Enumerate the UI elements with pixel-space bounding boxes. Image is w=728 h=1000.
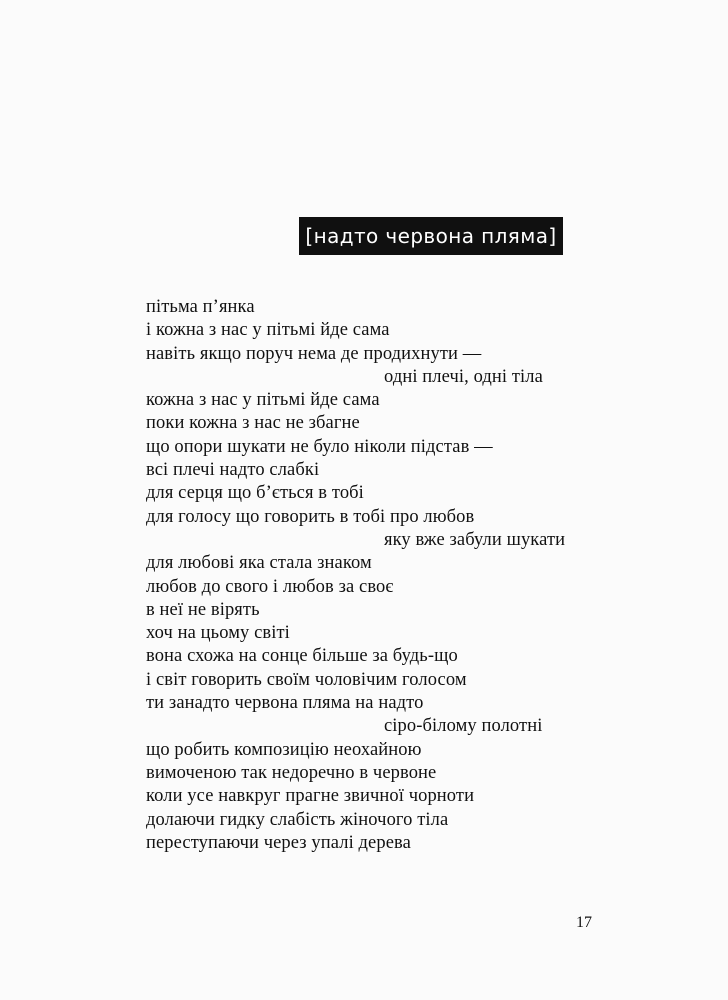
poem-line: всі плечі надто слабкі: [146, 460, 320, 481]
poem-line: навіть якщо поруч нема де продихнути —: [146, 343, 482, 364]
poem-line: для любові яка стала знаком: [146, 553, 372, 574]
poem-line: вона схожа на сонце більше за будь-що: [146, 646, 458, 667]
poem-line: і світ говорить своїм чоловічим голосом: [146, 669, 467, 690]
poem-line-indented: одні плечі, одні тіла: [384, 366, 543, 387]
poem-line: і кожна з нас у пітьмі йде сама: [146, 320, 390, 341]
poem-line-indented: сіро-білому полотні: [384, 716, 543, 737]
page-number: 17: [576, 914, 592, 931]
poem-body: [146, 296, 596, 855]
poem-line: коли усе навкруг прагне звичної чорноти: [146, 786, 475, 807]
poem-line: пітьма п’янка: [146, 297, 255, 317]
poem-line-indented: яку вже забули шукати: [384, 529, 566, 550]
poem-line: поки кожна з нас не збагне: [146, 413, 360, 434]
poem-line: кожна з нас у пітьмі йде сама: [146, 390, 380, 411]
poem-line: хоч на цьому світі: [146, 623, 290, 644]
poem-line: долаючи гидку слабість жіночого тіла: [146, 809, 449, 830]
poem-line: що опори шукати не було ніколи підстав —: [146, 436, 493, 457]
poem-line: що робить композицію неохайною: [146, 739, 422, 760]
poem-line: любов до свого і любов за своє: [146, 576, 394, 597]
poem-line: для серця що б’ється в тобі: [146, 483, 364, 504]
poem-title: [надто червона пляма]: [299, 217, 563, 255]
poem-line: вимоченою так недоречно в червоне: [146, 762, 437, 783]
poem-line: ти занадто червона пляма на надто: [146, 693, 424, 714]
poem-line: для голосу що говорить в тобі про любов: [146, 506, 475, 527]
poem-line: переступаючи через упалі дерева: [146, 832, 411, 853]
poem-line: в неї не вірять: [146, 599, 260, 620]
